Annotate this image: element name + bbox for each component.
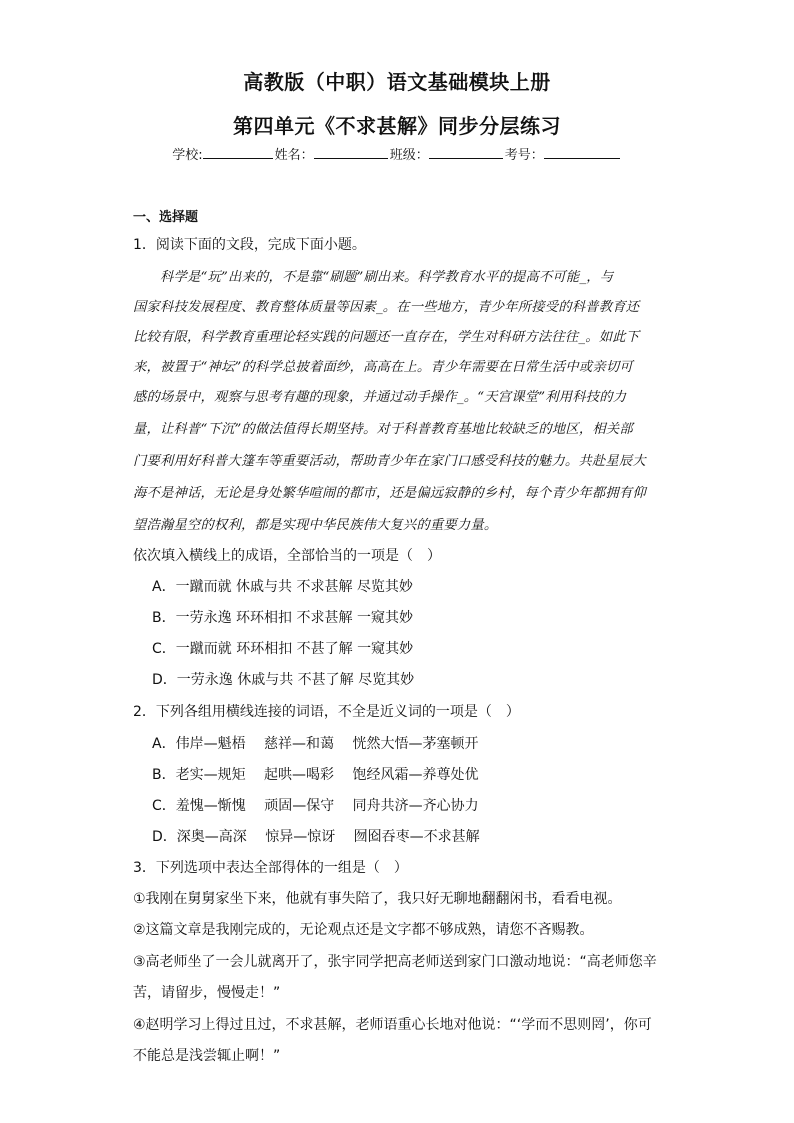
q3-stem: 3．下列选项中表达全部得体的一组是（ ） (133, 860, 408, 876)
q3-item-3: ③高老师坐了一会儿就离开了，张宇同学把高老师送到家门口激动地说：“高老师您辛 (133, 954, 657, 970)
passage-line: 门要利用好科普大篷车等重要活动，帮助青少年在家门口感受科技的魅力。共赴星辰大 (133, 454, 646, 469)
exam-no-label: 考号： (504, 148, 544, 163)
q3-item-4: ④赵明学习上得过且过，不求甚解，老师语重心长地对他说：“‘学而不思则罔’，你可 (133, 1017, 652, 1033)
school-blank (203, 145, 273, 159)
q1-option-a: A．一蹴而就 休戚与共 不求甚解 尽览其妙 (152, 579, 413, 595)
school-label: 学校: (172, 148, 203, 163)
passage-line: 量，让科普“下沉”的做法值得长期坚持。对于科普教育基地比较缺乏的地区，相关部 (133, 422, 633, 437)
passage-line: 感的场景中，观察与思考有趣的现象，并通过动手操作_。“天宫课堂”利用科技的力 (133, 390, 627, 405)
q3-item-4-cont: 不能总是浅尝辄止啊！” (133, 1048, 281, 1064)
passage-line: 望浩瀚星空的权利，都是实现中华民族伟大复兴的重要力量。 (133, 518, 498, 533)
q3-item-2: ②这篇文章是我刚完成的，无论观点还是文字都不够成熟，请您不吝赐教。 (133, 922, 594, 938)
q3-item-3-cont: 苦，请留步，慢慢走！” (133, 985, 281, 1001)
name-blank (314, 145, 388, 159)
q1-option-c: C．一蹴而就 环环相扣 不甚了解 一窥其妙 (152, 641, 414, 657)
q2-option-b: B．老实—规矩 起哄—喝彩 饱经风霜—养尊处优 (152, 767, 479, 783)
page-title: 高教版（中职）语文基础模块上册 (243, 70, 551, 94)
passage-line: 比较有限，科学教育重理论轻实践的问题还一直存在，学生对科研方法往往_。如此下 (133, 330, 640, 345)
name-label: 姓名： (274, 148, 314, 163)
passage-line: 来，被置于“神坛”的科学总披着面纱，高高在上。青少年需要在日常生活中或亲切可 (133, 360, 633, 375)
q1-option-b: B．一劳永逸 环环相扣 不求甚解 一窥其妙 (152, 610, 413, 626)
passage-line: 国家科技发展程度、教育整体质量等因素_。在一些地方，青少年所接受的科普教育还 (133, 300, 640, 315)
page-subtitle: 第四单元《不求甚解》同步分层练习 (233, 114, 561, 138)
student-info-line (0, 144, 794, 163)
class-blank (429, 145, 503, 159)
q3-item-1: ①我刚在舅舅家坐下来，他就有事失陪了，我只好无聊地翻翻闲书，看看电视。 (133, 891, 622, 907)
passage-line: 海不是神话，无论是身处繁华喧闹的都市，还是偏远寂静的乡村，每个青少年都拥有仰 (133, 486, 646, 501)
section-heading: 一、选择题 (133, 210, 199, 225)
q2-option-c: C．羞愧—惭愧 顽固—保守 同舟共济—齐心协力 (152, 798, 479, 814)
passage-line: 科学是“玩”出来的，不是靠“刷题”刷出来。科学教育水平的提高不可能_，与 (160, 270, 614, 285)
q2-stem: 2．下列各组用横线连接的词语，不全是近义词的一项是（ ） (133, 704, 520, 720)
q2-option-a: A．伟岸—魁梧 慈祥—和蔼 恍然大悟—茅塞顿开 (152, 736, 479, 752)
q2-option-d: D．深奥—高深 惊异—惊讶 囫囵吞枣—不求甚解 (152, 829, 480, 845)
exam-no-blank (544, 145, 620, 159)
q1-question: 依次填入横线上的成语，全部恰当的一项是（ ） (133, 548, 441, 564)
q1-option-d: D．一劳永逸 休戚与共 不甚了解 尽览其妙 (152, 672, 415, 688)
class-label: 班级： (389, 148, 429, 163)
q1-stem: 1．阅读下面的文段，完成下面小题。 (133, 237, 366, 253)
